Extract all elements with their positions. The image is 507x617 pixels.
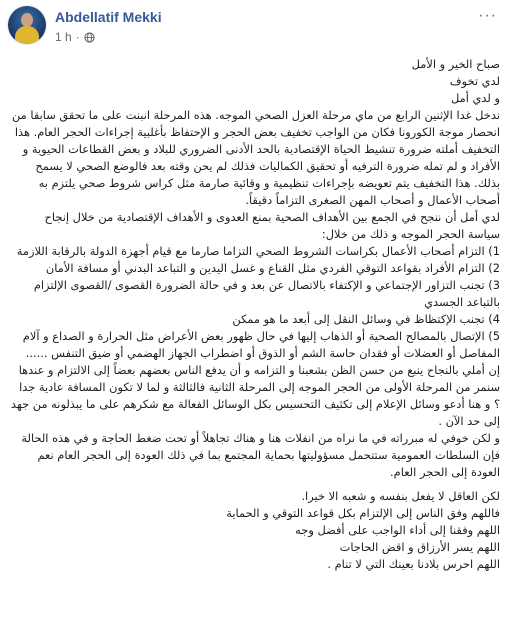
post-paragraph-3: إن أملي بالنجاح ينبع من حسن الظن بشعبنا و التزامه و أن يدفع الناس بعضهم بعضاً إلى الالتزام و عندها سنمر من المرحلة الأولى من الحجر الموجه إلى المرحلة الثانية فالثالثة و لما لا تكون المسافة عادية جدا ؟ و هنا أدعو وسائل الإعلام إلى تكثيف التحسيس بكل الوسائل الفعالة مع شكرهم على ما يبذلونه من جهد إلى حد الآن .	[10, 363, 500, 428]
prayer-line-1: فاللهم وفق الناس إلى الإلتزام بكل قواعد التوقي و الحماية	[226, 506, 500, 520]
prayer-line-3: اللهم يسر الأرزاق و اقض الحاجات	[339, 540, 500, 554]
author-name-link[interactable]: Abdellatif Mekki	[55, 9, 162, 25]
list-item-1: 1) التزام أصحاب الأعمال بكراسات الشروط الصحي التزاما صارما مع قيام أجهزة الدولة بالرقابة اللازمة	[16, 244, 500, 258]
post-paragraph-4: و لكن خوفي له مبرراته في ما نراه من انفلات هنا و هناك تجاهلاً أو تحت ضغط الحاجة و في هذه الحالة فإن السلطات العمومية ستتحمل مسؤوليتها بحماية المجتمع بما في ذلك العودة إلى الحجر العام نعم العودة إلى الحجر العام.	[21, 431, 500, 479]
prayer-line-4: اللهم احرس بلادنا بعينك التي لا تنام .	[327, 557, 500, 571]
post-paragraph-2: لدي أمل أن ننجح في الجمع بين الأهداف الصحية بمنع العدوى و الأهداف الإقتصادية من خلال إنجاح سياسة الحجر الموجه و ذلك من خلال:	[44, 210, 500, 241]
avatar-body	[15, 26, 39, 44]
list-item-4: 4) تجنب الإكتظاظ في وسائل النقل إلى أبعد ما هو ممكن	[232, 312, 500, 326]
post-line-fear: لدي تخوف	[449, 74, 500, 88]
meta-separator: ·	[75, 30, 80, 44]
list-item-3: 3) تجنب التزاور الإجتماعي و الإكتفاء بالاتصال عن بعد و في حالة الضرورة القصوى /القصوى الإلتزام بالتباعد الجسدي	[33, 278, 500, 309]
post-header	[0, 0, 507, 56]
more-options-icon[interactable]: ···	[478, 7, 497, 24]
post-greeting: صباح الخير و الأمل	[411, 57, 500, 71]
spacer	[10, 481, 500, 488]
avatar-head	[21, 13, 33, 27]
post-closing: لكن العاقل لا يفعل بنفسه و شعبه الا خيرا.	[301, 489, 500, 503]
post-line-hope: و لدي أمل	[451, 91, 500, 105]
post-meta	[55, 30, 95, 44]
list-item-5: 5) الإتصال بالمصالح الصحية أو الذهاب إليها في حال ظهور بعض الأعراض مثل الحرارة و الصداع و آلام المفاصل أو العضلات أو فقدان حاسة الشم أو الذوق أو اضطراب الجهاز الهضمي أو ضيق التنفس ......	[22, 329, 500, 360]
post-timestamp-link[interactable]: 1 h	[55, 30, 72, 44]
list-item-2: 2) التزام الأفراد بقواعد التوقي الفردي مثل القناع و غسل اليدين و التباعد البدني أو مسافة الأمان	[45, 261, 500, 275]
post-body	[10, 56, 500, 573]
prayer-line-2: اللهم وفقنا إلى أداء الواجب على أفضل وجه	[295, 523, 500, 537]
post-paragraph-1: ندخل غدا الإثنين الرابع من ماي مرحلة العزل الصحي الموجه. هذه المرحلة انبنت على ما تحقق سابقا من انحصار موجة الكورونا فكان من الواجب تخفيف بعض الحجر و الإحتفاظ بأغلبية إجراءات الحجر العام. هذا التخفيف أملته ضرورة تنشيط الحياة الإقتصادية بالحد الأدنى الضروري للبلاد و بعض القطاعات الحيوية و الأفراد و لم تمله ضرورة الترفيه أو تحقيق الكماليات فذلك لم يحن وقته بعد فالوضع الصحي لا يسمح بذلك. هذا التخفيف يتم تعويضه بإجراءات تنظيمية و وقائية صارمة مثل كراس شروط صحي يلتزم به أصحاب الأعمال و أصحاب المهن الصغرى التزاماً دقيقاً.	[11, 108, 500, 207]
profile-avatar[interactable]	[8, 6, 46, 44]
globe-icon[interactable]	[84, 32, 95, 43]
